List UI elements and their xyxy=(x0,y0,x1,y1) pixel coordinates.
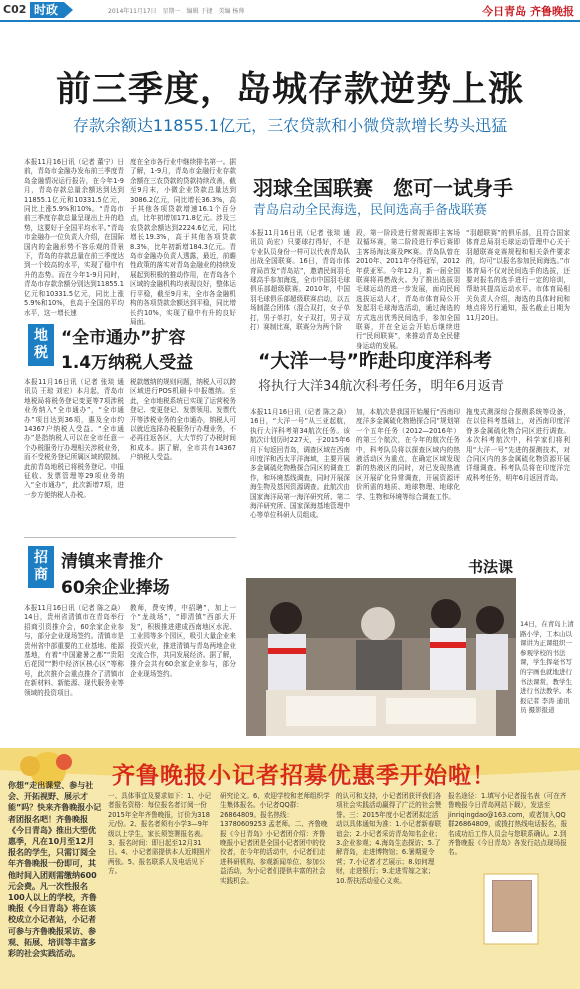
calligraphy-class-photo xyxy=(246,578,516,736)
ad-body-col3: 的认可和支持，小记者团获评我们各项社会实践活动赢得了广泛的社会赞誉。三：2015年度小记者团拟定活动以具体通知为准：1.小记者新春联谊会；2.小记者采访青岛知名企业；3.企业参观；4.海岛生态探访；5.了解青岛，走进博物馆；6.暑期夏令营；7.小记者才艺展示；8.如何理财，走进银行；9.走进雪嫁之家；10.帮扶活动爱心义卖。 xyxy=(336,792,442,885)
badminton-headline: 羽球全国联赛 您可一试身手 xyxy=(253,176,513,200)
lead-subheadline: 存款余额达11855.1亿元，三农贷款和小微贷款增长势头迅猛 xyxy=(72,116,508,135)
brand-logo: 今日青岛 齐鲁晚报 xyxy=(482,5,574,18)
section-divider xyxy=(24,537,236,538)
badminton-body-col3: “羽超联赛”的俱乐部，且符合国家体育总局羽毛球运动管理中心关于羽超联赛竞赛规程和相关条件要求的，均可“以报名参加民间海选。”市体育局不仅对民间选手的选拔，还要对报名的选手进行一定的培训，帮助其提高运动水平。市体育局相关负责人介绍，海选的具体时间和地点将另行通知，报名截止日期为11月20日。 xyxy=(466,229,570,322)
ocean-body-col2: 加，本航次是我国开始履行“西南印度洋多金属硫化物勘探合同”规划第一个五年任务（2012—2016年）的第三个航次，在今年的航次任务中，科考队员将以探查区域内的热液活动区为重点，在确定区域发现新的热液区的同时，对已发现热液区开展矿化异常调查，开展资源评价所需的地质、地球物理、地球化学、生物和环境等综合调查工作。 xyxy=(356,408,460,501)
tax-headline: “全市通办”扩容 xyxy=(61,328,186,348)
invest-headline: 清镇来青推介 xyxy=(61,552,163,572)
category-tag-invest: 招商 xyxy=(28,546,54,588)
ocean-body-col3: 拖曳式测深综合探测系统等设备，在以往科考基础上，对西南印度洋脊多金属硫化物合同区进行调查。本次科考航次中，科学家们将利用“大洋一号”先进的探测技术，对合同区内的多金属硫化物资源开展详细调查。科考队员将在印度洋完成科考任务，明年6月返回青岛。 xyxy=(466,408,570,482)
section-tag xyxy=(30,2,64,18)
ad-body-col4: 报名途径：1.填写小记者报名表（可在齐鲁晚报今日青岛网站下载），发送至jinriqingdao@163.com，或者加入QQ群26864809，或拨打热线电话报名，报名成功后工作人员会与您联系确认。2.到齐鲁晚报《今日青岛》各发行站点现场报名。 xyxy=(448,792,568,857)
section-arrow-icon xyxy=(64,2,73,18)
photo-caption: 14日，在青岛上清路小学，工本山以课讲为正课组织一参观学校的书法课，学生挥毫书写的字画也就地进行书法课赏，教学生进行书法教学。本报记者 李涛 通讯员 摄影报道 xyxy=(520,620,574,715)
badminton-body-col1: 本报11月16日讯（记者 张琰 通讯员 尚宏）只要球打得好，不是专业队员身份一样可以代表青岛队出战全国联赛。16日，青岛市体育局首发“青岛站”，邀请民间羽毛球高手参加海选，全市中国羽毛球俱乐部超级联赛。2010年，中国羽毛球俱乐部超级联赛启动，以五场制混合团体（混合双打，女子单打，男子单打，女子双打，男子双打）赛制比赛，联赛分为两个阶 xyxy=(250,229,350,332)
ad-headline: 齐鲁晚报小记者招募优惠季开始啦！ xyxy=(112,763,496,789)
ad-intro-text: 你想“走出课堂、参与社会、开拓视野、展示才能”吗？快来齐鲁晚报小记者团报名吧！齐鲁晚报《今日青岛》推出大型优惠季，凡在10月至12月报名的学生，只需订阅全年齐鲁晚报一份即可，其他时间入团则需缴纳600元会费。凡一次性报名100人以上的学校，齐鲁晚报《今日青岛》将在该校成立小记者站，小记者可参与齐鲁晚报采访、参观、拓展、培训等丰富多彩的社会实践活动。 xyxy=(8,781,102,959)
invest-subheadline: 60余企业捧场 xyxy=(61,578,170,598)
lead-body-col1: 本报11月16日讯（记者 董宁）日前，青岛市金融办发布前三季度青岛金融情况运行报告，在今年1-9月，青岛存款总量余额达到达到11855.1亿元和10331.5亿元，同比上涨5.9%和10%。“青岛市前三季度存款总量呈现出上升的趋势，这要好于全国平均水平。”青岛市金融办一位负责人介绍，在国际国内的金融形势不容乐观的背景下，青岛的存款总量在前三季度达到一个较高的水平，实现了稳中有升的态势。而在今年1-9月同时，青岛市存款余额分别达到11855.1亿元和10331.5亿元，同比上涨5.9%和10%，也高于全国的平均水平，这一增长速 xyxy=(24,158,124,317)
page-number: C02 xyxy=(3,3,27,16)
ad-body-col1: 一、具体事宜及要求如下：1、小记者报名资格：每位报名者订阅一份2015年全年齐鲁晚报，订价为318元/份。2、报名者须有小学3—9年级以上学生，家长须签署报名表。3、报名时间：即日起至12月31日。4、小记者需提供本人近期照片两张。5、报名联系人及电话见下方。 xyxy=(108,792,212,876)
ocean-subheadline: 将执行大洋34航次科考任务，明年6月返青 xyxy=(258,379,504,394)
tax-body-col1: 本报11月16日讯（记者 张琰 通讯员 王琼 刘宏）本月起，青岛市地税局将税务登记变更等7项涉税业务纳入“全市通办”，“全市通办”项目达到36项，惠及全市约14367户纳税人受益。“全市通办”是指纳税人可以在全市任意一个办税服务厅办理相关涉税业务，而不受税务登记所属区域的限制。此前青岛地税已将税务登记、申报征收、发票管理等29项业务纳入“全市通办”，此次新增7项，进一步方便纳税人办税。 xyxy=(24,378,124,499)
calligraphy-scene-image xyxy=(246,578,516,736)
category-tag-tax: 地税 xyxy=(28,324,54,366)
section-label: 时政 xyxy=(34,3,59,17)
ocean-body-col1: 本报11月16日讯（记者 陈之焱）16日，“大洋一号”从三亚起航，执行大洋科考第34航次任务。该航次计划历时227天，于2015年6月下旬返回青岛，调查区域在西南印度洋和西太平洋海域，主要开展多金属硫化物勘探合同区的调查工作，和环境基线调查，同时开展深海生物及基因资源调查。此航次由国家海洋局第一海洋研究所、第二海洋研究所、国家深海基地管理中心等单位科研人员组成。 xyxy=(250,408,350,520)
badminton-body-col2: 段，第一阶段进行常规赛即主客场双循环赛，第二阶段进行季后赛即主客场淘汰赛及PK赛。青岛队曾在2010年、2011年夺得冠军，2012年获亚军。今年12月，新一届全国联赛将再燃战火。为了推出选拔羽毛球运动的进一步发展，面向民间选拔运动人才，青岛市体育局公开发起羽毛球海选活动，通过海选的方式选出优秀民间选手，参加全国联赛，并在全运会开始后继续进行“民间联赛”，来推动青岛全民健身运动的发展。 xyxy=(356,229,460,350)
ocean-headline: “大洋一号”昨赴印度洋科考 xyxy=(258,350,492,372)
photo-story-title: 书法课 xyxy=(468,558,514,576)
page-header xyxy=(0,0,580,22)
badminton-subheadline: 青岛启动全民海选，民间选高手备战联赛 xyxy=(253,203,488,218)
ad-photo xyxy=(492,880,532,932)
invest-body-col1: 本报11月16日讯（记者 陈之焱）14日，贵州省清镇市在青岛举行招商引资推介会，60余家企业参与，部分企业现场签约。清镇市是贵州省中部重要的工业基地、能源基地，有着“中国避暑之都”“贵阳后花园”“黔中经济区核心区”等称号，此次推介会重点推介了清镇市在新材料、新能源、现代服务业等领域的投资项目。 xyxy=(24,604,124,697)
lead-headline: 前三季度，岛城存款逆势上涨 xyxy=(55,70,524,110)
tax-body-col2: 税款缴纳的规则问题，纳税人可以跨区域进行POS机刷卡申报缴纳。至此，全市地税系统已实现了运营税务登记、变更登记、发票领用、发票代开等涉税业务的全市通办，纳税人可以就近选择办税服务厅办理业务，不必再往返各区，大大节约了办税时间和成本。据了解，全市共有14367户纳税人受益。 xyxy=(130,378,236,462)
ad-body-col2: 研究论文。6、欢迎学校和老师组织学生集体报名。小记者QQ群：26864809。报名热线：13780609253 孟老师。二、齐鲁晚报《今日青岛》小记者团介绍：齐鲁晚报小记者团是全国小记者团中的佼佼者，在今年的活动中，小记者们走进科研机构、参观新闻单位、参加公益活动，为小记者们提供丰富的社会实践机会。 xyxy=(220,792,330,885)
header-info: 2014年11月17日 星期一 编辑 于捷 美编 杨帅 xyxy=(108,8,245,15)
invest-body-col2: 教师，费安博，中招聘”，加上一个“龙战场”，“即清镇”西部大开发”，积极推进建成西南地区水泥、工业园等多个园区，吸引大量企业来投资兴业，推进清镇与青岛两地企业交流合作，共同发展经济。据了解，推介会共有60余家企业参与，部分企业现场签约。 xyxy=(130,604,236,678)
lead-body-col2: 度在全市各行业中继续排名第一。据了解，1-9月，青岛市金融行业存款余额在三农贷款的贷款持续改善，截至9月末，小微企业贷款总量达到3086.2亿元，同比增长36.3%，高于其他各项贷款增速16.1个百分点，比年初增加171.8亿元。涉及三农贷款余额达到2224.6亿元，同比增长19.3%，高于其他各项贷款8.3%，比年初新增184.3亿元。青岛市金融办负责人透露，最近，前瞻性政策的落实对青岛金融业的持续发展起到积极的推动作用，在青岛各个区域的金融机构均表现良好，整体运行平稳，截至9月末，全市各金融机构的各项贷款余额达到平稳，同比增长约10%，实现了稳中有升的良好局面。 xyxy=(130,158,236,326)
tax-subheadline: 1.4万纳税人受益 xyxy=(61,353,194,373)
